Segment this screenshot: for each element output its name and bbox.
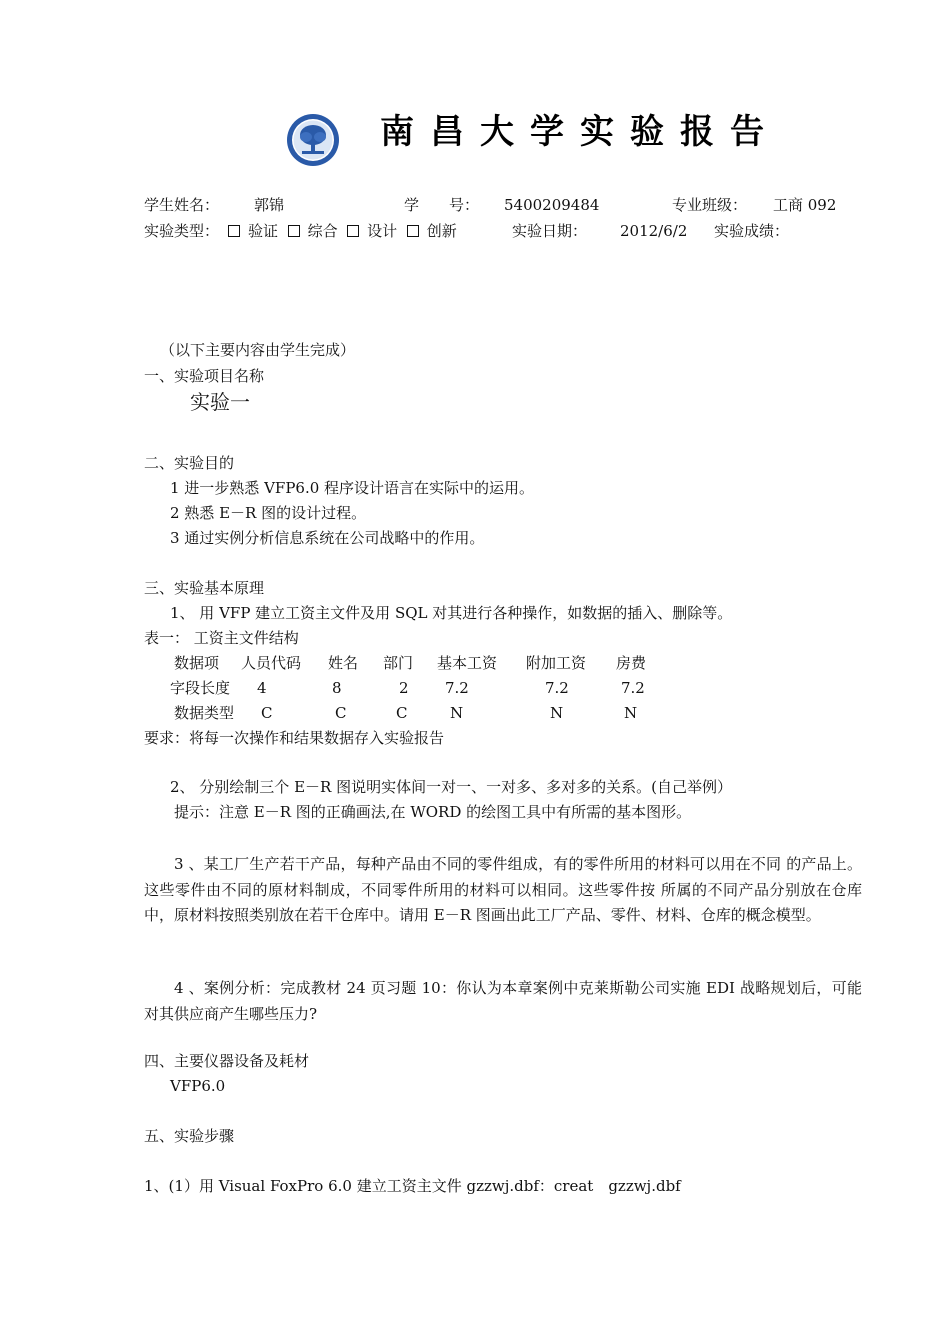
table-cell: 姓名 [328,654,359,672]
principle-item-3-text: 3 、某工厂生产若干产品，每种产品由不同的零件组成，有的零件所用的材料可以用在不同 的产品上。这些零件由不同的原材料制成，不同零件所用的材料可以相同。这些零件按 所属的不同产品分别放在仓库中，原材料按照类别放在若干仓库中。请用 E－R 图画出此工厂产品、零件、材料、仓库的概念模型。 [144,855,862,924]
student-note: （以下主要内容由学生完成） [160,341,356,359]
table-cell: 7.2 [545,679,569,697]
principle-item-2-hint: 提示：注意 E－R 图的正确画法,在 WORD 的绘图工具中有所需的基本图形。 [174,803,692,821]
type-option-design: 设计 [367,222,398,240]
table-cell: 7.2 [445,679,469,697]
objective-item: 2 熟悉 E－R 图的设计过程。 [170,504,367,522]
table-cell: 8 [332,679,342,697]
table-cell: 7.2 [621,679,645,697]
principle-item-4-text: 4 、案例分析：完成教材 24 页习题 10：你认为本章案例中克莱斯勒公司实施 EDI 战略规划后，可能对其供应商产生哪些压力? [144,979,862,1023]
table-cell: 基本工资 [437,654,498,672]
table-cell: 附加工资 [526,654,587,672]
table-cell: 4 [257,679,267,697]
section5-heading: 五、实验步骤 [144,1127,235,1145]
section2-heading: 二、实验目的 [144,454,235,472]
table-cell: 人员代码 [241,654,302,672]
experiment-date-label: 实验日期： [512,222,588,240]
section1-value: 实验一 [190,390,250,414]
table-cell: 数据类型 [174,704,235,722]
table-cell: 2 [399,679,409,697]
section4-heading: 四、主要仪器设备及耗材 [144,1052,310,1070]
table-cell: 字段长度 [170,679,231,697]
table-cell: 房费 [616,654,647,672]
table-cell: N [450,704,464,722]
checkbox-verify [228,225,240,237]
checkbox-comprehensive [288,225,300,237]
table-cell: N [624,704,638,722]
class-value: 工商 092 [773,196,837,214]
experiment-type-label: 实验类型： [144,222,220,240]
nanchang-university-seal-icon [286,113,340,167]
principle-item-3 [144,852,862,929]
experiment-type-options [228,222,457,241]
type-option-comprehensive: 综合 [307,222,338,240]
experiment-grade-label: 实验成绩： [714,222,790,240]
student-name-value: 郭锦 [254,196,285,214]
student-id-value: 5400209484 [504,196,600,214]
table-cell: C [335,704,347,722]
section4-value: VFP6.0 [170,1077,226,1095]
requirement-text: 要求：将每一次操作和结果数据存入实验报告 [144,729,445,747]
table-cell: C [261,704,273,722]
table-cell: N [550,704,564,722]
principle-item-2: 2、 分别绘制三个 E－R 图说明实体间一对一、一对多、多对多的关系。(自己举例） [170,778,732,796]
experiment-date-value: 2012/6/2 [620,222,688,240]
section3-heading: 三、实验基本原理 [144,579,265,597]
step-1: 1、(1）用 Visual FoxPro 6.0 建立工资主文件 gzzwj.dbf：creat gzzwj.dbf [144,1177,681,1195]
class-label: 专业班级： [672,196,748,214]
student-name-label: 学生姓名： [144,196,220,214]
principle-item-4 [144,976,862,1027]
table-cell: C [396,704,408,722]
table-cell: 数据项 [174,654,220,672]
objective-item: 1 进一步熟悉 VFP6.0 程序设计语言在实际中的运用。 [170,479,535,497]
student-id-label: 学 号： [404,196,480,214]
table-caption: 表一： 工资主文件结构 [144,629,299,647]
checkbox-design [347,225,359,237]
objective-item: 3 通过实例分析信息系统在公司战略中的作用。 [170,529,485,547]
section1-heading: 一、实验项目名称 [144,367,265,385]
page-title: 南昌大学实验报告 [380,112,780,152]
checkbox-innovation [407,225,419,237]
table-cell: 部门 [383,654,414,672]
type-option-innovation: 创新 [426,222,457,240]
type-option-verify: 验证 [248,222,279,240]
principle-item-1: 1、 用 VFP 建立工资主文件及用 SQL 对其进行各种操作，如数据的插入、删除等。 [170,604,733,622]
